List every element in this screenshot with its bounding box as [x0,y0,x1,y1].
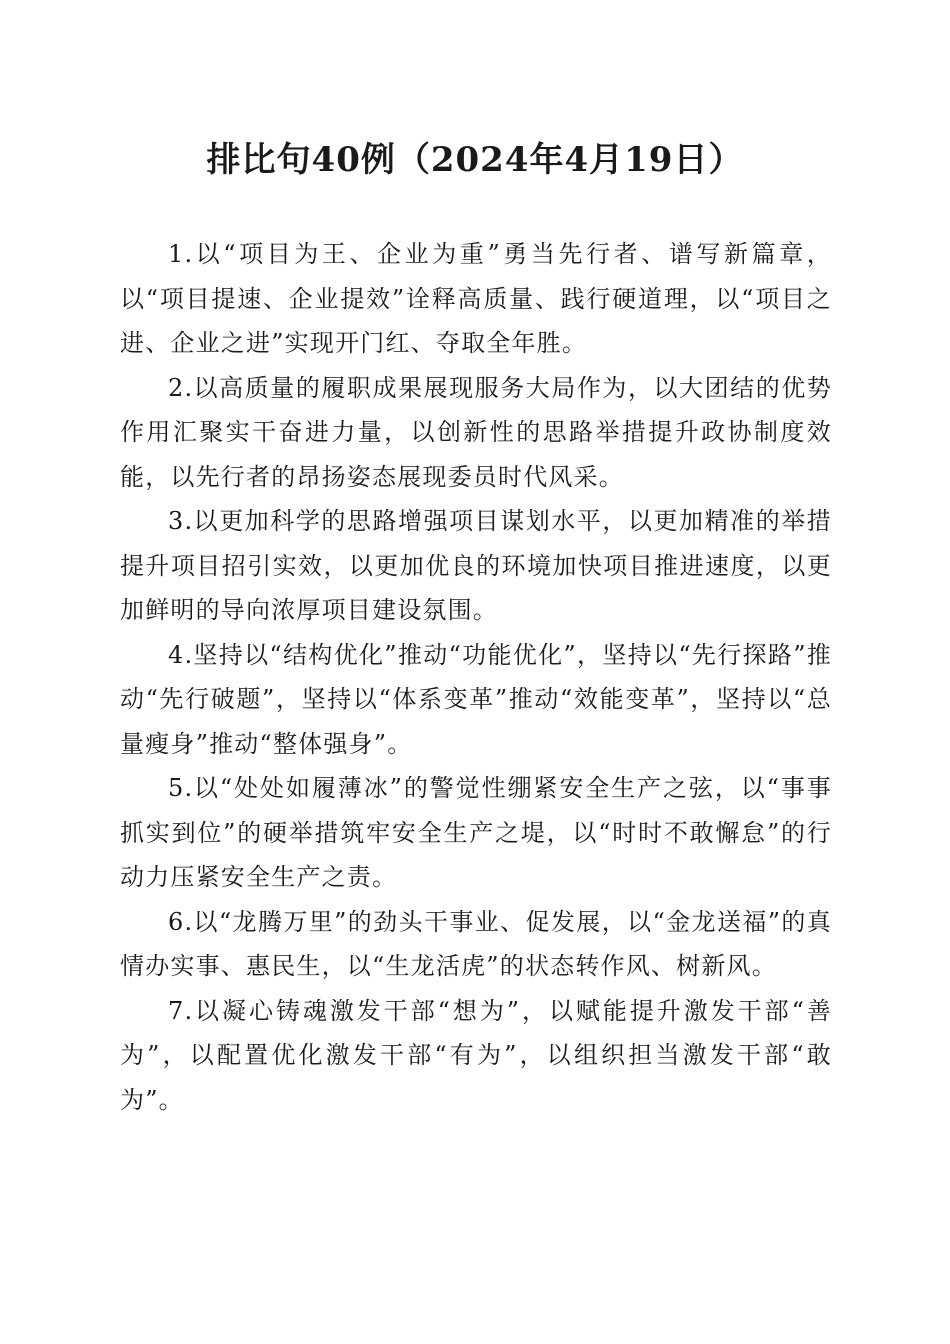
document-body [120,232,832,1122]
paragraph-5: 5.以“处处如履薄冰”的警觉性绷紧安全生产之弦，以“事事抓实到位”的硬举措筑牢安全生产之堤，以“时时不敢懈怠”的行动力压紧安全生产之责。 [120,774,832,891]
paragraph-7: 7.以凝心铸魂激发干部“想为”，以赋能提升激发干部“善为”，以配置优化激发干部“有为”，以组织担当激发干部“敢为”。 [120,996,832,1114]
paragraph-6: 6.以“龙腾万里”的劲头干事业、促发展，以“金龙送福”的真情办实事、惠民生，以“生龙活虎”的状态转作风、树新风。 [120,907,832,980]
document-title: 排比句40例（2024年4月19日） [206,140,744,180]
paragraph-4: 4.坚持以“结构优化”推动“功能优化”，坚持以“先行探路”推动“先行破题”，坚持以“体系变革”推动“效能变革”，坚持以“总量瘦身”推动“整体强身”。 [120,640,832,758]
paragraph-1: 1.以“项目为王、企业为重”勇当先行者、谱写新篇章，以“项目提速、企业提效”诠释高质量、践行硬道理，以“项目之进、企业之进”实现开门红、夺取全年胜。 [120,240,832,357]
paragraph-2: 2.以高质量的履职成果展现服务大局作为，以大团结的优势作用汇聚实干奋进力量，以创新性的思路举措提升政协制度效能，以先行者的昂扬姿态展现委员时代风采。 [120,373,832,491]
paragraph-3: 3.以更加科学的思路增强项目谋划水平，以更加精准的举措提升项目招引实效，以更加优良的环境加快项目推进速度，以更加鲜明的导向浓厚项目建设氛围。 [120,507,832,624]
